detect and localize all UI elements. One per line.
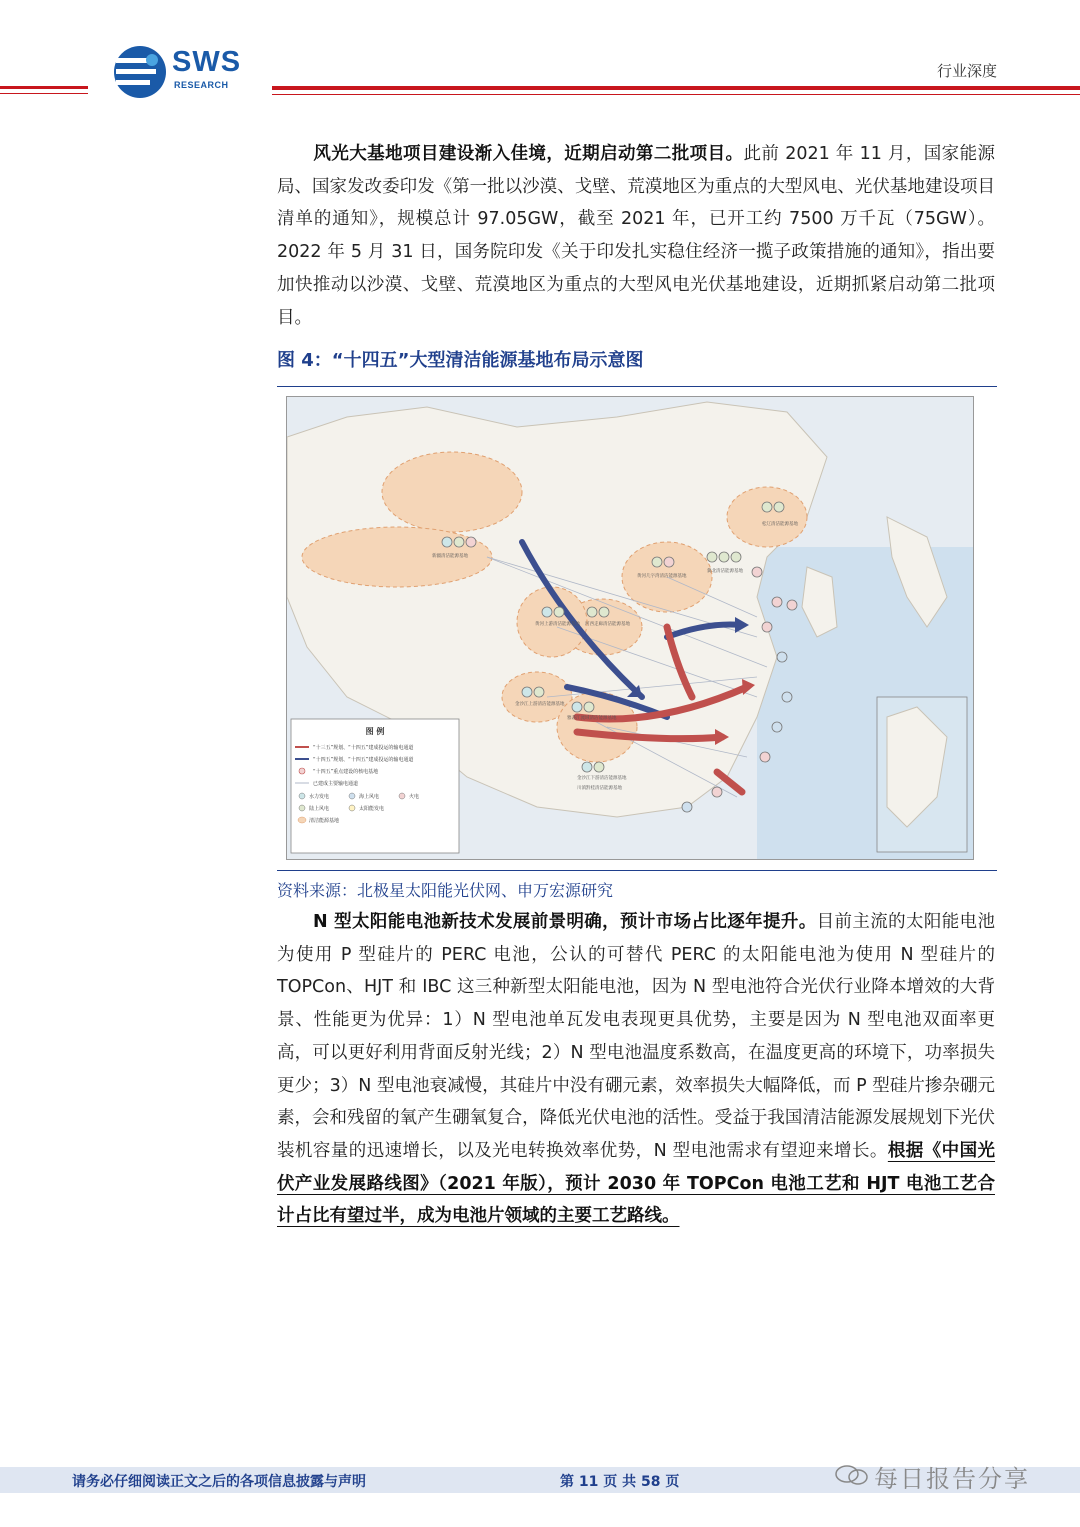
base-label-yalong: 雅砻江流域清洁能源基地 — [567, 716, 617, 721]
header-rule — [0, 86, 88, 89]
legend-symbol-solar: 太阳能发电 — [359, 806, 385, 812]
page-number: 第 11 页 共 58 页 — [560, 1474, 680, 1490]
legend-item-red: “十三五”规划、“十四五”建成投运的输电通道 — [313, 745, 414, 751]
paragraph-n-type-cells — [277, 906, 995, 1233]
sws-logo — [112, 44, 252, 100]
paragraph-lead: N 型太阳能电池新技术发展前景明确，预计市场占比逐年提升。 — [313, 912, 817, 932]
paragraph-wind-solar-base — [277, 138, 995, 334]
section-tag: 行业深度 — [936, 62, 997, 80]
base-label-songliao: 松辽清洁能源基地 — [762, 522, 798, 527]
paragraph-lead: 风光大基地项目建设渐入佳境，近期启动第二批项目。 — [313, 144, 744, 164]
base-label-jinsha-lower: 金沙江下游清洁能源基地 — [577, 776, 627, 781]
base-label-huanghe-upper: 黄河上游清洁能源基地 — [535, 622, 580, 627]
logo-wordmark: SWS — [172, 46, 242, 78]
logo-subtitle: RESEARCH — [174, 80, 229, 90]
wechat-icon — [834, 1464, 870, 1486]
legend-symbol-base: 清洁能源基地 — [309, 818, 340, 824]
legend-item-nuclear: “十四五”重点建设的核电基地 — [313, 769, 379, 775]
paragraph-highlight: 根据《中国光伏产业发展路线图》（2021 年版），预计 2030 年 TOPCon 电池工艺和 HJT 电池工艺合计占比有望过半，成为电池片领域的主要工艺路线。 — [277, 1140, 996, 1227]
footer-disclaimer: 请务必仔细阅读正文之后的各项信息披露与声明 — [72, 1474, 366, 1490]
base-label-xinjiang: 新疆清洁能源基地 — [432, 554, 468, 559]
figure-title: 图 4：“十四五”大型清洁能源基地布局示意图 — [277, 350, 644, 371]
header-rule-right-thin — [272, 94, 1080, 95]
figure-rule-bottom — [277, 870, 997, 871]
legend-symbol-offshore: 海上风电 — [359, 794, 380, 800]
clean-energy-base-map — [286, 396, 974, 860]
base-label-hexi: 河西走廊清洁能源基地 — [585, 622, 630, 627]
watermark: 每日报告分享 — [874, 1465, 1030, 1493]
legend-symbol-onshore: 陆上风电 — [309, 806, 330, 812]
paragraph-body: 此前 2021 年 11 月，国家能源局、国家发改委印发《第一批以沙漠、戈壁、荒漠地区为重点的大型风电、光伏基地建设项目清单的通知》，规模总计 97.05GW，截至 2021 年，已开工约 7500 万千瓦（75GW）。2022 年 5 月 31 日，国务院印发《关于印发扎实稳住经济一揽子政策措施的通知》，指出要加快推动以沙漠、戈壁、荒漠地区为重点的大型风电光伏基地建设，近期抓紧启动第二批项目。 — [277, 144, 995, 328]
legend-item-existing: 已建成主要输电通道 — [313, 781, 359, 787]
figure-source: 资料来源：北极星太阳能光伏网、申万宏源研究 — [277, 881, 614, 900]
paragraph-body: 目前主流的太阳能电池为使用 P 型硅片的 PERC 电池，公认的可替代 PERC 的太阳能电池为使用 N 型硅片的 TOPCon、HJT 和 IBC 这三种新型太阳能电池，因为 N 型电池符合光伏行业降本增效的大背景、性能更为优异：1）N 型电池单瓦发电表现更具优势，主要是因为 N 型电池双面率更高，可以更好利用背面反射光线；2）N 型电池温度系数高，在温度更高的环境下，功率损失更少；3）N 型电池衰减慢，其硅片中没有硼元素，效率损失大幅降低，而 P 型硅片掺杂硼元素，会和残留的氧产生硼氧复合，降低光伏电池的活性。受益于我国清洁能源发展规划下光伏装机容量的迅速增长，以及光电转换效率优势，N 型电池需求有望迎来增长。 — [277, 912, 996, 1161]
header-rule-thin — [0, 93, 88, 94]
map-illustration — [287, 397, 973, 859]
base-label-chuandian: 川滇黔桂清洁能源基地 — [577, 786, 622, 791]
legend-item-blue: “十四五”规划、“十四五”建成投运的输电通道 — [313, 757, 414, 763]
legend-symbol-hydro: 水力发电 — [309, 794, 330, 800]
header-rule-right — [272, 86, 1080, 90]
legend-title: 图 例 — [365, 727, 385, 736]
base-label-jibei: 冀北清洁能源基地 — [707, 569, 743, 574]
sws-logo-icon — [112, 44, 168, 100]
base-label-huanghe-jizi: 黄河几字湾清洁能源基地 — [637, 574, 687, 579]
legend-symbol-thermal: 火电 — [409, 794, 420, 800]
figure-rule-top — [277, 386, 997, 387]
base-label-jinsha-upper: 金沙江上游清洁能源基地 — [515, 702, 565, 707]
